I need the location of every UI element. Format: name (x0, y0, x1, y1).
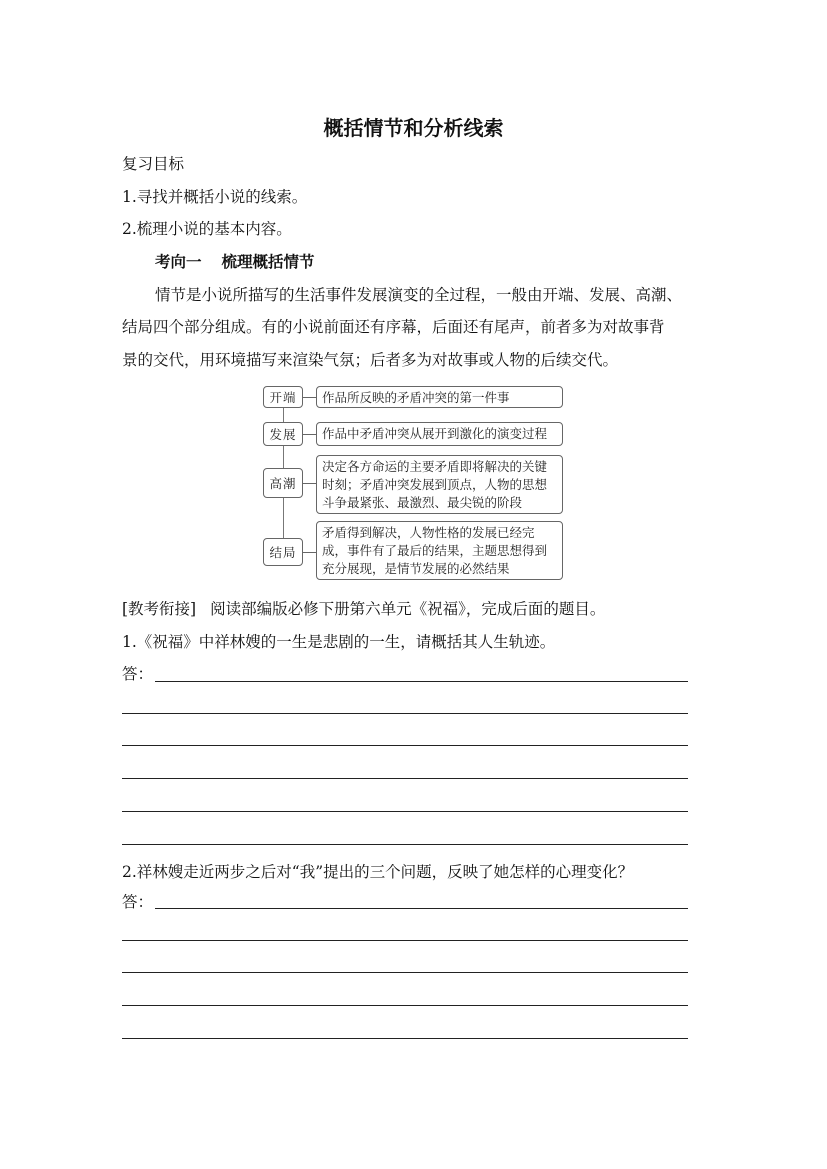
question-1: 1.《祝福》中祥林嫂的一生是悲剧的一生，请概括其人生轨迹。 (122, 633, 556, 651)
stage-label-kaiduan: 开端 (263, 386, 303, 408)
stage-desc-fazhan: 作品中矛盾冲突从展开到激化的演变过程 (316, 422, 563, 446)
connector (303, 434, 316, 435)
stage-label-gaochao: 高潮 (263, 468, 303, 498)
answer-line-1-6[interactable] (122, 844, 688, 845)
answer-line-2-5[interactable] (122, 1038, 688, 1039)
answer-line-2-2[interactable] (122, 940, 688, 941)
answer-line-2-1[interactable] (155, 908, 688, 909)
exercise-tag: [教考衔接] (122, 600, 197, 618)
answer-line-1-2[interactable] (122, 713, 688, 714)
answer-label-1: 答： (122, 665, 154, 683)
stage-desc-kaiduan: 作品所反映的矛盾冲突的第一件事 (316, 386, 563, 408)
answer-line-1-3[interactable] (122, 745, 688, 746)
arrow-fazhan-gaochao (283, 446, 284, 468)
answer-label-2: 答： (122, 893, 154, 911)
section-heading-text: 梳理概括情节 (221, 252, 315, 271)
arrow-gaochao-jieju (283, 498, 284, 538)
connector (303, 483, 316, 484)
answer-line-2-3[interactable] (122, 972, 688, 973)
stage-label-jieju: 结局 (263, 538, 303, 566)
answer-line-1-4[interactable] (122, 778, 688, 779)
arrow-kaiduan-fazhan (283, 408, 284, 422)
paragraph-line-1: 情节是小说所描写的生活事件发展演变的全过程，一般由开端、发展、高潮、 (155, 286, 683, 304)
page-title: 概括情节和分析线索 (323, 116, 504, 140)
answer-line-1-5[interactable] (122, 811, 688, 812)
stage-desc-gaochao: 决定各方命运的主要矛盾即将解决的关键时刻；矛盾冲突发展到顶点，人物的思想斗争最紧张、最激烈、最尖锐的阶段 (316, 455, 563, 514)
section-heading-label: 考向一 (155, 252, 202, 271)
stage-desc-jieju: 矛盾得到解决，人物性格的发展已经完成，事件有了最后的结果，主题思想得到充分展现，是情节发展的必然结果 (316, 521, 563, 580)
connector (303, 397, 316, 398)
section-heading (155, 250, 315, 272)
question-2: 2.祥林嫂走近两步之后对“我”提出的三个问题，反映了她怎样的心理变化？ (122, 863, 634, 881)
stage-label-fazhan: 发展 (263, 422, 303, 446)
exercise-intro (122, 597, 605, 619)
review-goal-2: 2.梳理小说的基本内容。 (122, 220, 292, 238)
review-goal-1: 1.寻找并概括小说的线索。 (122, 188, 308, 206)
answer-line-1-1[interactable] (155, 681, 688, 682)
connector (303, 552, 316, 553)
paragraph-line-3: 景的交代，用环境描写来渲染气氛；后者多为对故事或人物的后续交代。 (122, 351, 619, 369)
exercise-intro-text: 阅读部编版必修下册第六单元《祝福》，完成后面的题目。 (210, 600, 606, 618)
answer-line-2-4[interactable] (122, 1005, 688, 1006)
review-heading: 复习目标 (122, 155, 185, 173)
paragraph-line-2: 结局四个部分组成。有的小说前面还有序幕，后面还有尾声，前者多为对故事背 (122, 318, 665, 336)
